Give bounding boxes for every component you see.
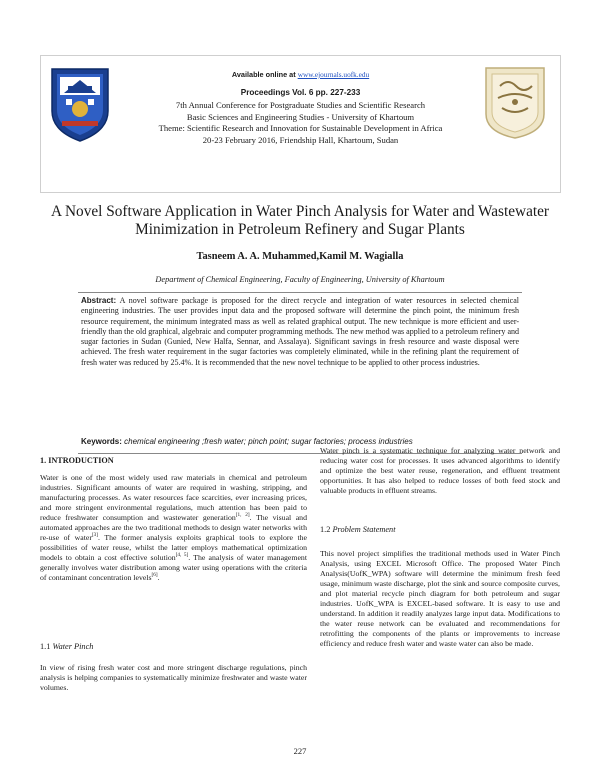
conference-line: 7th Annual Conference for Postgraduate Studies and Scientific Research [175,100,426,110]
subsection-number: 1.1 [40,642,51,651]
university-logo [48,65,112,143]
intro-paragraph [40,473,307,582]
conference-line: 20-23 February 2016, Friendship Hall, Khartoum, Sudan [202,134,399,145]
available-online-line [120,69,481,81]
author-affiliation: Department of Chemical Engineering, Faculty of Engineering, University of Khartoum [155,275,445,284]
title-line: Minimization in Petroleum Refinery and Sugar Plants [135,221,465,238]
conference-line: Theme: Scientific Research and Innovation for Sustainable Development in Africa [158,123,443,134]
available-online-label: Available online at [231,70,296,79]
conference-info [120,100,481,146]
page-number: 227 [293,746,307,756]
paper-authors: Tasneem A. A. Muhammed,Kamil M. Wagialla [196,251,404,262]
subsection-water-pinch-heading [40,642,307,652]
subsection-problem-statement-heading [320,525,560,535]
intro-text-d: . The analysis of water management generally involves water distribution among water using operations with the criteria of contaminant concentration levels [40,552,307,582]
abstract [81,296,519,368]
subsection-number: 1.2 [320,525,331,534]
journal-url-link[interactable]: www.ejournals.uofk.edu [297,70,370,79]
keywords [81,437,519,446]
intro-text-c: . The former analysis exploits graphical tools to explore the possibilities of water reuse, whilst the latter employs mathematical optimization models to obtain a cost effective solution [40,532,307,562]
intro-text-e: . [157,572,160,582]
citation-1-2: [1, 2] [235,511,250,518]
keywords-text: chemical engineering ;fresh water; pinch point; sugar factories; process industries [124,437,413,446]
subsection-title: Problem Statement [332,525,396,534]
intro-heading: 1. INTRODUCTION [40,456,114,465]
water-pinch-continued-paragraph: Water pinch is a systematic technique for analyzing water network and reducing water cost for processes. It uses advanced algorithms to identify and optimize the best water reuse, regeneration, and effluent treatment opportunities. It has also helped to reduce losses of both feed stock and valuable products in effluent streams. [320,446,560,495]
intro-text-b: . The visual and automated approaches are the two traditional methods to design water networks with re-use of water [40,512,307,542]
title-line: A Novel Software Application in Water Pinch Analysis for Water and Wastewater [50,203,549,220]
citation-4-5: [4, 5] [175,551,189,558]
paper-title [30,203,570,239]
abstract-label: Abstract: [81,296,117,305]
subsection-title: Water Pinch [52,642,94,651]
conference-line: Basic Sciences and Engineering Studies - University of Khartoum [186,111,415,122]
proceedings-line: Proceedings Vol. 6 pp. 227-233 [240,88,361,97]
conference-emblem [482,64,548,140]
keywords-label: Keywords: [81,437,122,446]
abstract-text: A novel software package is proposed for the direct recycle and integration of water resources in selected chemical engineering industries. The user provides input data and the proposed software will determine the pinch point, the minimum fresh resource requirement, the minimum integrated mass as well as related graphical output. The new technique is more efficient and user-friendly than the old graphical, algebraic and computer programming methods. The new method was applied to a petroleum refinery and sugar factories in Sudan (Gunied, New Halfa, Sennar, and Assalaya). Significant savings in fresh resource and waste disposal were achieved. The fresh water requirement in the sugar factories was completely eliminated, while in the refining plant the requirement of fresh water was reduced by 25.4%. It is recommended that the new novel technique to be applied to other process industries. [81,296,519,367]
citation-3: [3] [91,531,99,538]
problem-statement-paragraph: This novel project simplifies the traditional methods used in Water Pinch Analysis, using EXCEL Microsoft Office. The proposed Water Pinch Analysis(UofK_WPA) software will determine the minimum fresh feed usage, minimum waste discharge, plot the sink and source composite curves, and plot material recycle pinch diagram for both petroleum and sugar industries. UofK_WPA is EXCEL-based software. It is easy to use and understand. In addition it readily analyzes large input data. Modifications to the water reuse network can be evaluated and recommendations for retrofitting the components of the plants or improvements to increase efficiency and reduce fresh water and waste water can also be made. [320,549,560,648]
citation-6: [6] [151,571,158,578]
water-pinch-paragraph: In view of rising fresh water cost and more stringent discharge regulations, pinch analysis is helping companies to systematically minimize freshwater and waste water volumes. [40,663,307,692]
intro-text-a: Water is one of the most widely used raw materials in chemical and petroleum industries. Significant amounts of water are required in washing, stripping, and manufacturing processes. As water resources face scarcities, ever increasing prices, and more stringent environmental regulations, much attention has been paid to reduce freshwater consumption and wastewater generation [40,473,307,522]
